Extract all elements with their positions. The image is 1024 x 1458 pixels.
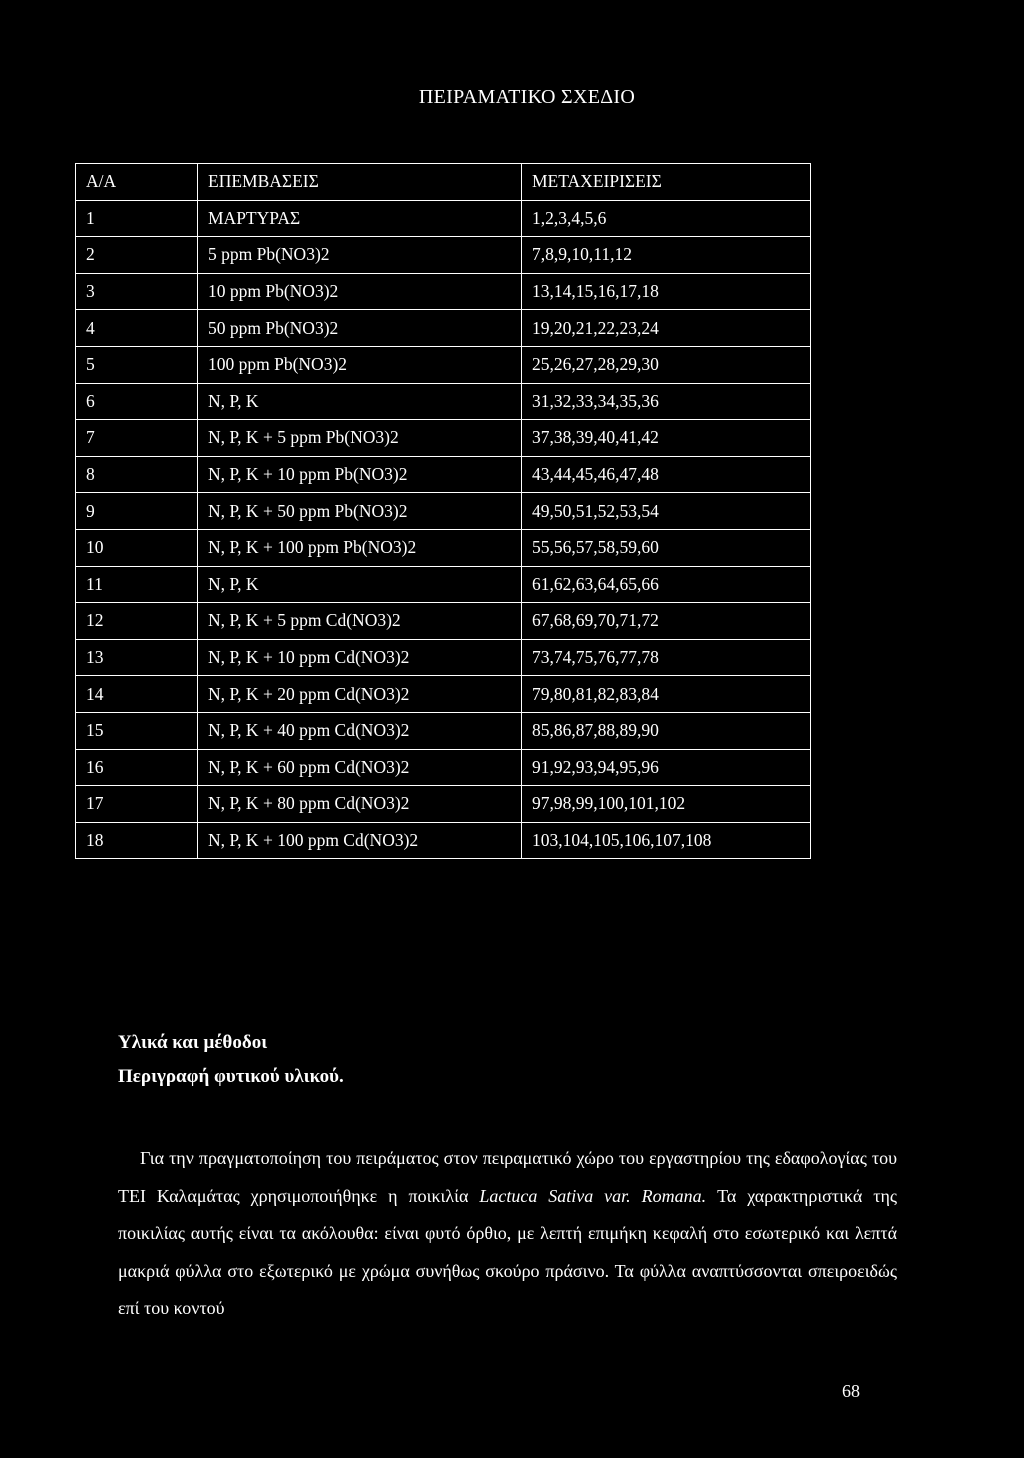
row-number: 4 — [76, 310, 198, 347]
row-handlings: 79,80,81,82,83,84 — [522, 676, 811, 713]
table-row — [76, 420, 811, 457]
page-title: ΠΕΙΡΑΜΑΤΙΚΟ ΣΧΕΔΙΟ — [418, 86, 636, 108]
row-handlings: 55,56,57,58,59,60 — [522, 529, 811, 566]
row-handlings: 73,74,75,76,77,78 — [522, 639, 811, 676]
row-treatment: N, P, K + 10 ppm Cd(NO3)2 — [198, 639, 522, 676]
header-treatments: ΕΠΕΜΒΑΣΕΙΣ — [198, 164, 522, 201]
row-number: 7 — [76, 420, 198, 457]
row-number: 1 — [76, 200, 198, 237]
row-handlings: 49,50,51,52,53,54 — [522, 493, 811, 530]
row-handlings: 13,14,15,16,17,18 — [522, 273, 811, 310]
row-number: 12 — [76, 603, 198, 640]
table-row — [76, 383, 811, 420]
row-treatment: N, P, K + 5 ppm Cd(NO3)2 — [198, 603, 522, 640]
table-row — [76, 529, 811, 566]
row-treatment: N, P, K + 20 ppm Cd(NO3)2 — [198, 676, 522, 713]
row-handlings: 103,104,105,106,107,108 — [522, 822, 811, 859]
row-number: 11 — [76, 566, 198, 603]
subsection-heading: Περιγραφή φυτικού υλικού. — [118, 1066, 344, 1087]
header-handlings: ΜΕΤΑΧΕΙΡΙΣΕΙΣ — [522, 164, 811, 201]
row-number: 18 — [76, 822, 198, 859]
table-row — [76, 712, 811, 749]
table-row — [76, 566, 811, 603]
table-row — [76, 822, 811, 859]
row-number: 14 — [76, 676, 198, 713]
row-treatment: 100 ppm Pb(NO3)2 — [198, 346, 522, 383]
row-number: 3 — [76, 273, 198, 310]
table-row — [76, 493, 811, 530]
row-number: 15 — [76, 712, 198, 749]
row-handlings: 67,68,69,70,71,72 — [522, 603, 811, 640]
table-row — [76, 456, 811, 493]
row-handlings: 25,26,27,28,29,30 — [522, 346, 811, 383]
table-row — [76, 237, 811, 274]
row-treatment: ΜΑΡΤΥΡΑΣ — [198, 200, 522, 237]
table-header-row — [76, 164, 811, 201]
row-number: 13 — [76, 639, 198, 676]
row-treatment: N, P, K + 100 ppm Cd(NO3)2 — [198, 822, 522, 859]
row-treatment: 5 ppm Pb(NO3)2 — [198, 237, 522, 274]
page-number: 68 — [842, 1381, 860, 1401]
table-row — [76, 273, 811, 310]
row-treatment: 50 ppm Pb(NO3)2 — [198, 310, 522, 347]
row-treatment: N, P, K + 10 ppm Pb(NO3)2 — [198, 456, 522, 493]
row-number: 2 — [76, 237, 198, 274]
row-handlings: 19,20,21,22,23,24 — [522, 310, 811, 347]
body-paragraph — [118, 1140, 897, 1328]
table-row — [76, 310, 811, 347]
experimental-design-table — [75, 163, 811, 859]
row-number: 6 — [76, 383, 198, 420]
row-handlings: 31,32,33,34,35,36 — [522, 383, 811, 420]
row-treatment: 10 ppm Pb(NO3)2 — [198, 273, 522, 310]
table-body — [76, 200, 811, 859]
row-handlings: 43,44,45,46,47,48 — [522, 456, 811, 493]
row-treatment: N, P, K — [198, 566, 522, 603]
row-number: 17 — [76, 786, 198, 823]
row-handlings: 7,8,9,10,11,12 — [522, 237, 811, 274]
table-row — [76, 676, 811, 713]
section-heading: Υλικά και μέθοδοι — [118, 1032, 268, 1053]
row-treatment: N, P, K + 50 ppm Pb(NO3)2 — [198, 493, 522, 530]
row-handlings: 37,38,39,40,41,42 — [522, 420, 811, 457]
row-treatment: N, P, K + 100 ppm Pb(NO3)2 — [198, 529, 522, 566]
row-number: 9 — [76, 493, 198, 530]
table-row — [76, 639, 811, 676]
row-number: 10 — [76, 529, 198, 566]
paragraph-text-2: Τα χαρακτηριστικά της ποικιλίας αυτής είναι τα ακόλουθα: είναι φυτό όρθιο, με λεπτή επιμήκη κεφαλή στο εσωτερικό και λεπτά μακριά φύλλα στο εξωτερικό με χρώμα συνήθως σκούρο πράσινο. Τα φύλλα αναπτύσσονται σπειροειδώς επί του κοντού — [118, 1185, 898, 1318]
table-row — [76, 749, 811, 786]
row-number: 16 — [76, 749, 198, 786]
species-name: Lactuca Sativa var. Romana. — [479, 1185, 707, 1206]
table-row — [76, 200, 811, 237]
row-handlings: 97,98,99,100,101,102 — [522, 786, 811, 823]
row-handlings: 1,2,3,4,5,6 — [522, 200, 811, 237]
table-row — [76, 603, 811, 640]
row-handlings: 61,62,63,64,65,66 — [522, 566, 811, 603]
paragraph-text-1: Για την πραγματοποίηση του πειράματος στον πειραματικό χώρο του εργαστηρίου της εδαφολογίας του ΤΕΙ Καλαμάτας χρησιμοποιήθηκε η ποικιλία — [118, 1148, 897, 1206]
row-handlings: 91,92,93,94,95,96 — [522, 749, 811, 786]
header-aa: Α/Α — [76, 164, 198, 201]
row-treatment: N, P, K + 5 ppm Pb(NO3)2 — [198, 420, 522, 457]
table-row — [76, 346, 811, 383]
row-number: 8 — [76, 456, 198, 493]
row-treatment: N, P, K + 40 ppm Cd(NO3)2 — [198, 712, 522, 749]
row-handlings: 85,86,87,88,89,90 — [522, 712, 811, 749]
row-number: 5 — [76, 346, 198, 383]
table-row — [76, 786, 811, 823]
row-treatment: N, P, K — [198, 383, 522, 420]
row-treatment: N, P, K + 80 ppm Cd(NO3)2 — [198, 786, 522, 823]
row-treatment: N, P, K + 60 ppm Cd(NO3)2 — [198, 749, 522, 786]
